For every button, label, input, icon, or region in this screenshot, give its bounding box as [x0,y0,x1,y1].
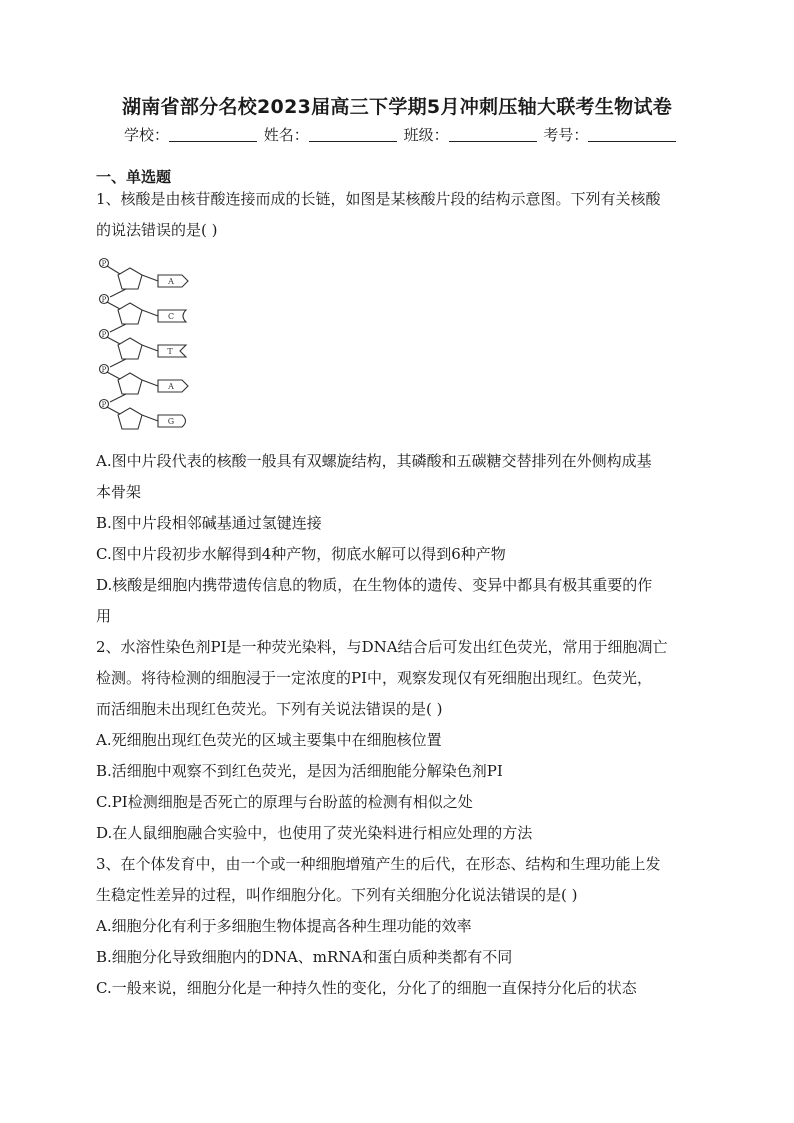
phosphate-label: P [101,401,107,409]
q1-option-c: C.图中片段初步水解得到4种产物，彻底水解可以得到6种产物 [96,545,506,563]
name-label: 姓名： [263,126,309,144]
q1-stem-line2: 的说法错误的是( ) [96,221,218,239]
base-label: G [167,417,175,426]
pentose-icon [118,338,142,359]
nucleotide-1 [100,259,189,298]
nucleic-acid-figure [96,252,206,442]
student-info-row [124,124,678,145]
class-label: 班级： [403,126,449,144]
nucleotide-3 [100,330,187,368]
phosphate-label: P [101,366,107,374]
class-blank [449,127,537,142]
q3-stem-line1: 3、在个体发育中，由一个或一种细胞增殖产生的后代，在形态、结构和生理功能上发 [96,855,661,873]
pentose-icon [118,303,142,324]
base-label: T [167,347,173,356]
q2-option-c: C.PI检测细胞是否死亡的原理与台盼蓝的检测有相似之处 [96,793,473,811]
q3-option-a: A.细胞分化有利于多细胞生物体提高各种生理功能的效率 [96,917,472,935]
q1-option-d-line1: D.核酸是细胞内携带遗传信息的物质，在生物体的遗传、变异中都具有极其重要的作 [96,576,653,594]
exam-number-blank [588,127,676,142]
phosphate-label: P [101,331,107,339]
q1-option-d-line2: 用 [96,607,112,625]
q1-option-a-line2: 本骨架 [96,483,142,501]
pentose-icon [118,373,142,394]
school-label: 学校： [124,126,170,144]
q2-option-a: A.死细胞出现红色荧光的区域主要集中在细胞核位置 [96,731,442,749]
base-label: A [168,277,174,286]
name-blank [309,127,397,142]
q2-option-d: D.在人鼠细胞融合实验中，也使用了荧光染料进行相应处理的方法 [96,824,533,842]
phosphate-label: P [101,296,107,304]
nucleotide-2 [100,295,187,333]
q2-stem-line2: 检测。将待检测的细胞浸于一定浓度的PI中，观察发现仅有死细胞出现红。色荧光， [96,669,653,687]
q1-stem-line1: 1、核酸是由核苷酸连接而成的长链，如图是某核酸片段的结构示意图。下列有关核酸 [96,190,661,208]
pentose-icon [118,408,142,429]
q1-option-b: B.图中片段相邻碱基通过氢键连接 [96,514,322,532]
base-label: C [167,312,175,321]
q2-stem-line3: 而活细胞未出现红色荧光。下列有关说法错误的是( ) [96,700,443,718]
nucleotide-4 [100,365,189,403]
q3-stem-line2: 生稳定性差异的过程，叫作细胞分化。下列有关细胞分化说法错误的是( ) [96,886,578,904]
q2-stem-line1: 2、水溶性染色剂PI是一种荧光染料，与DNA结合后可发出红色荧光，常用于细胞凋亡 [96,638,668,656]
base-label: A [168,382,174,391]
nucleotide-5 [100,400,186,430]
section-title: 一、单选题 [96,168,172,186]
q3-option-c: C.一般来说，细胞分化是一种持久性的变化，分化了的细胞一直保持分化后的状态 [96,979,637,997]
exam-number-label: 考号： [543,126,589,144]
phosphate-label: P [101,260,107,268]
page-title: 湖南省部分名校2023届高三下学期5月冲刺压轴大联考生物试卷 [121,96,673,118]
school-blank [169,127,257,142]
q1-option-a-line1: A.图中片段代表的核酸一般具有双螺旋结构，其磷酸和五碳糖交替排列在外侧构成基 [96,452,652,470]
pentose-icon [118,268,142,289]
q2-option-b: B.活细胞中观察不到红色荧光，是因为活细胞能分解染色剂PI [96,762,503,780]
q3-option-b: B.细胞分化导致细胞内的DNA、mRNA和蛋白质种类都有不同 [96,948,513,966]
